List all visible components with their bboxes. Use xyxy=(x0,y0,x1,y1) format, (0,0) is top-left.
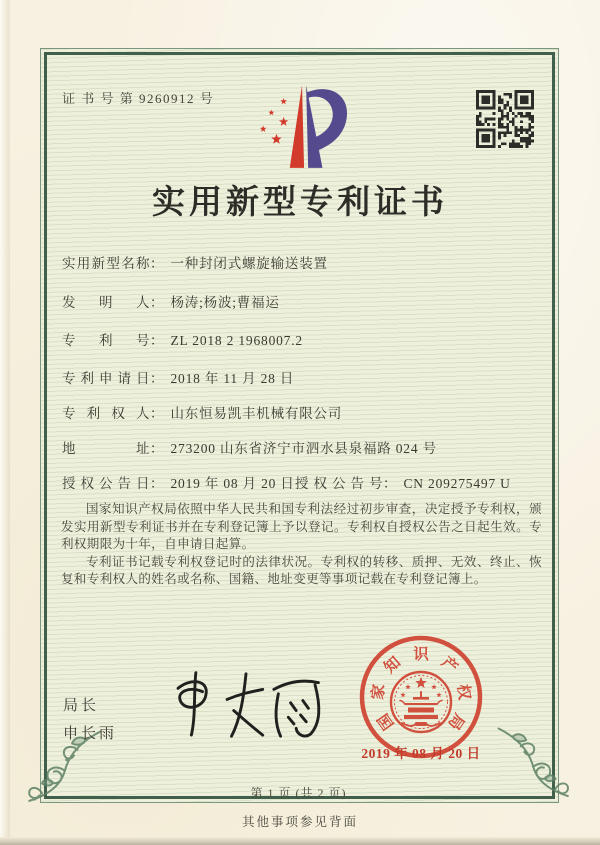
field-row-address xyxy=(62,437,437,457)
signature-icon xyxy=(162,666,330,744)
paper-bottom-edge xyxy=(0,837,600,845)
officer-block xyxy=(63,692,117,748)
legal-paragraph: 国家知识产权局依照中华人民共和国专利法经过初步审查，决定授予专利权，颁发实用新型专利证书并在专利登记簿上予以登记。专利权自授权公告之日起生效。专利权期限为十年，自申请日起算。 xyxy=(61,502,542,552)
field-value: 2019 年 08 月 20 日 xyxy=(170,476,295,491)
paper-left-edge xyxy=(0,0,10,845)
svg-text:局: 局 xyxy=(444,710,468,733)
field-label: 授权公告号 xyxy=(295,476,383,491)
field-row-patentee xyxy=(62,402,342,422)
svg-text:家: 家 xyxy=(369,683,389,701)
field-colon: ： xyxy=(150,476,164,491)
back-note: 其他事项参见背面 xyxy=(241,815,358,829)
field-colon: ： xyxy=(150,441,164,456)
field-value: ZL 2018 2 1968007.2 xyxy=(170,333,303,348)
field-colon: ： xyxy=(150,371,164,386)
field-label: 授权公告日 xyxy=(62,476,150,491)
field-colon: ： xyxy=(150,333,164,348)
seal-date: 2019 年 08 月 20 日 xyxy=(361,746,481,761)
field-value: CN 209275497 U xyxy=(403,476,511,491)
field-label: 专利权人 xyxy=(62,406,150,421)
legal-paragraph: 专利证书记载专利权登记时的法律状况。专利权的转移、质押、无效、终止、恢复和专利权人的姓名或名称、国籍、地址变更等事项记载在专利登记簿上。 xyxy=(61,554,542,587)
field-label: 发明人 xyxy=(62,295,150,310)
field-row-grant-no xyxy=(295,472,511,492)
svg-text:国: 国 xyxy=(374,710,398,733)
svg-text:知: 知 xyxy=(381,653,405,677)
page-number: 第 1 页 (共 2 页) xyxy=(250,786,347,800)
field-value: 杨涛;杨波;曹福运 xyxy=(170,295,280,310)
field-label: 专利号 xyxy=(62,333,150,348)
field-row-invention-name xyxy=(62,252,328,272)
field-colon: ： xyxy=(150,295,164,310)
field-value: 一种封闭式螺旋输送装置 xyxy=(170,256,328,271)
field-value: 273200 山东省济宁市泗水县泉福路 024 号 xyxy=(170,441,437,456)
field-label: 地址 xyxy=(62,441,150,456)
field-row-patent-no xyxy=(62,329,303,349)
page-title: 实用新型专利证书 xyxy=(152,185,448,221)
field-row-inventors xyxy=(62,291,280,311)
officer-name: 申长雨 xyxy=(63,726,118,742)
qr-code xyxy=(476,90,534,148)
field-row-grant-date xyxy=(62,472,295,492)
field-label: 专利申请日 xyxy=(62,371,150,386)
certificate-number: 证 书 号 第 9260912 号 xyxy=(62,91,215,106)
field-colon: ： xyxy=(150,406,164,421)
svg-text:产: 产 xyxy=(437,653,461,677)
svg-text:权: 权 xyxy=(453,683,473,701)
officer-title: 局长 xyxy=(63,698,100,714)
field-colon: ： xyxy=(150,256,164,271)
field-colon: ： xyxy=(383,476,397,491)
svg-text:识: 识 xyxy=(413,646,429,663)
field-value: 山东恒易凯丰机械有限公司 xyxy=(170,406,343,421)
field-value: 2018 年 11 月 28 日 xyxy=(170,371,295,386)
field-label: 实用新型名称 xyxy=(62,256,150,271)
legal-text xyxy=(61,501,542,589)
field-row-filing-date xyxy=(62,367,294,387)
cnipa-logo-icon xyxy=(249,82,353,174)
